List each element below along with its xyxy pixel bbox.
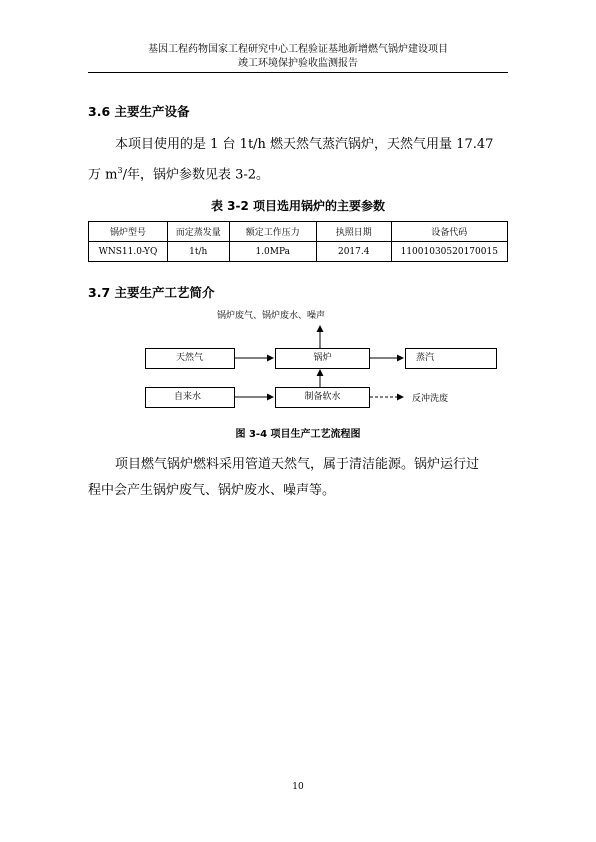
softened-water-box: 制备软水 [275, 387, 370, 408]
section-3-6-paragraph [88, 132, 508, 188]
figure-caption: 图 3-4 项目生产工艺流程图 [235, 429, 361, 440]
paragraph-line [88, 158, 508, 188]
table-header-cell: 额定工作压力 [229, 222, 316, 242]
tap-water-box: 自来水 [145, 387, 235, 408]
table-cell: 1t/h [167, 242, 229, 262]
table-caption: 表 3-2 项目选用锅炉的主要参数 [210, 199, 386, 213]
table-row [89, 242, 508, 262]
table-header-row [89, 222, 508, 242]
boiler-box: 锅炉 [275, 348, 370, 369]
header-line-1: 基因工程药物国家工程研究中心工程验证基地新增燃气锅炉建设项目 [148, 44, 448, 55]
natural-gas-box: 天然气 [145, 348, 235, 369]
steam-box: 蒸汽 [405, 348, 497, 369]
table-header-cell: 执照日期 [316, 222, 391, 242]
running-header [0, 43, 596, 71]
table-cell: WNS11.0-YQ [89, 242, 168, 262]
closing-paragraph [88, 452, 508, 504]
text-segment: 万 m [88, 167, 118, 183]
table-cell: 2017.4 [316, 242, 391, 262]
section-3-6-heading: 3.6 主要生产设备 [88, 104, 190, 119]
boiler-params-table [88, 221, 508, 262]
text-segment: /年，锅炉参数见表 3-2。 [122, 167, 270, 183]
table-cell: 11001030520170015 [391, 242, 507, 262]
table-header-cell: 设备代码 [391, 222, 507, 242]
table-header-cell: 而定蒸发量 [167, 222, 229, 242]
table-header-cell: 锅炉型号 [89, 222, 168, 242]
page-number: 10 [292, 782, 304, 792]
backwash-label: 反冲洗废 [412, 394, 449, 404]
process-flow-diagram [140, 306, 500, 416]
header-line-2: 竣工环境保护验收监测报告 [238, 58, 358, 69]
emissions-label: 锅炉废气、锅炉废水、噪声 [217, 311, 326, 321]
section-3-7-heading: 3.7 主要生产工艺简介 [88, 285, 215, 300]
header-rule [88, 72, 508, 73]
table-cell: 1.0MPa [229, 242, 316, 262]
paragraph-line: 程中会产生锅炉废气、锅炉废水、噪声等。 [88, 483, 336, 498]
paragraph-line: 项目燃气锅炉燃料采用管道天然气，属于清洁能源。锅炉运行过 [115, 457, 480, 472]
superscript: 3 [117, 166, 123, 175]
paragraph-line: 本项目使用的是 1 台 1t/h 燃天然气蒸汽锅炉，天然气用量 17.47 [115, 137, 494, 152]
